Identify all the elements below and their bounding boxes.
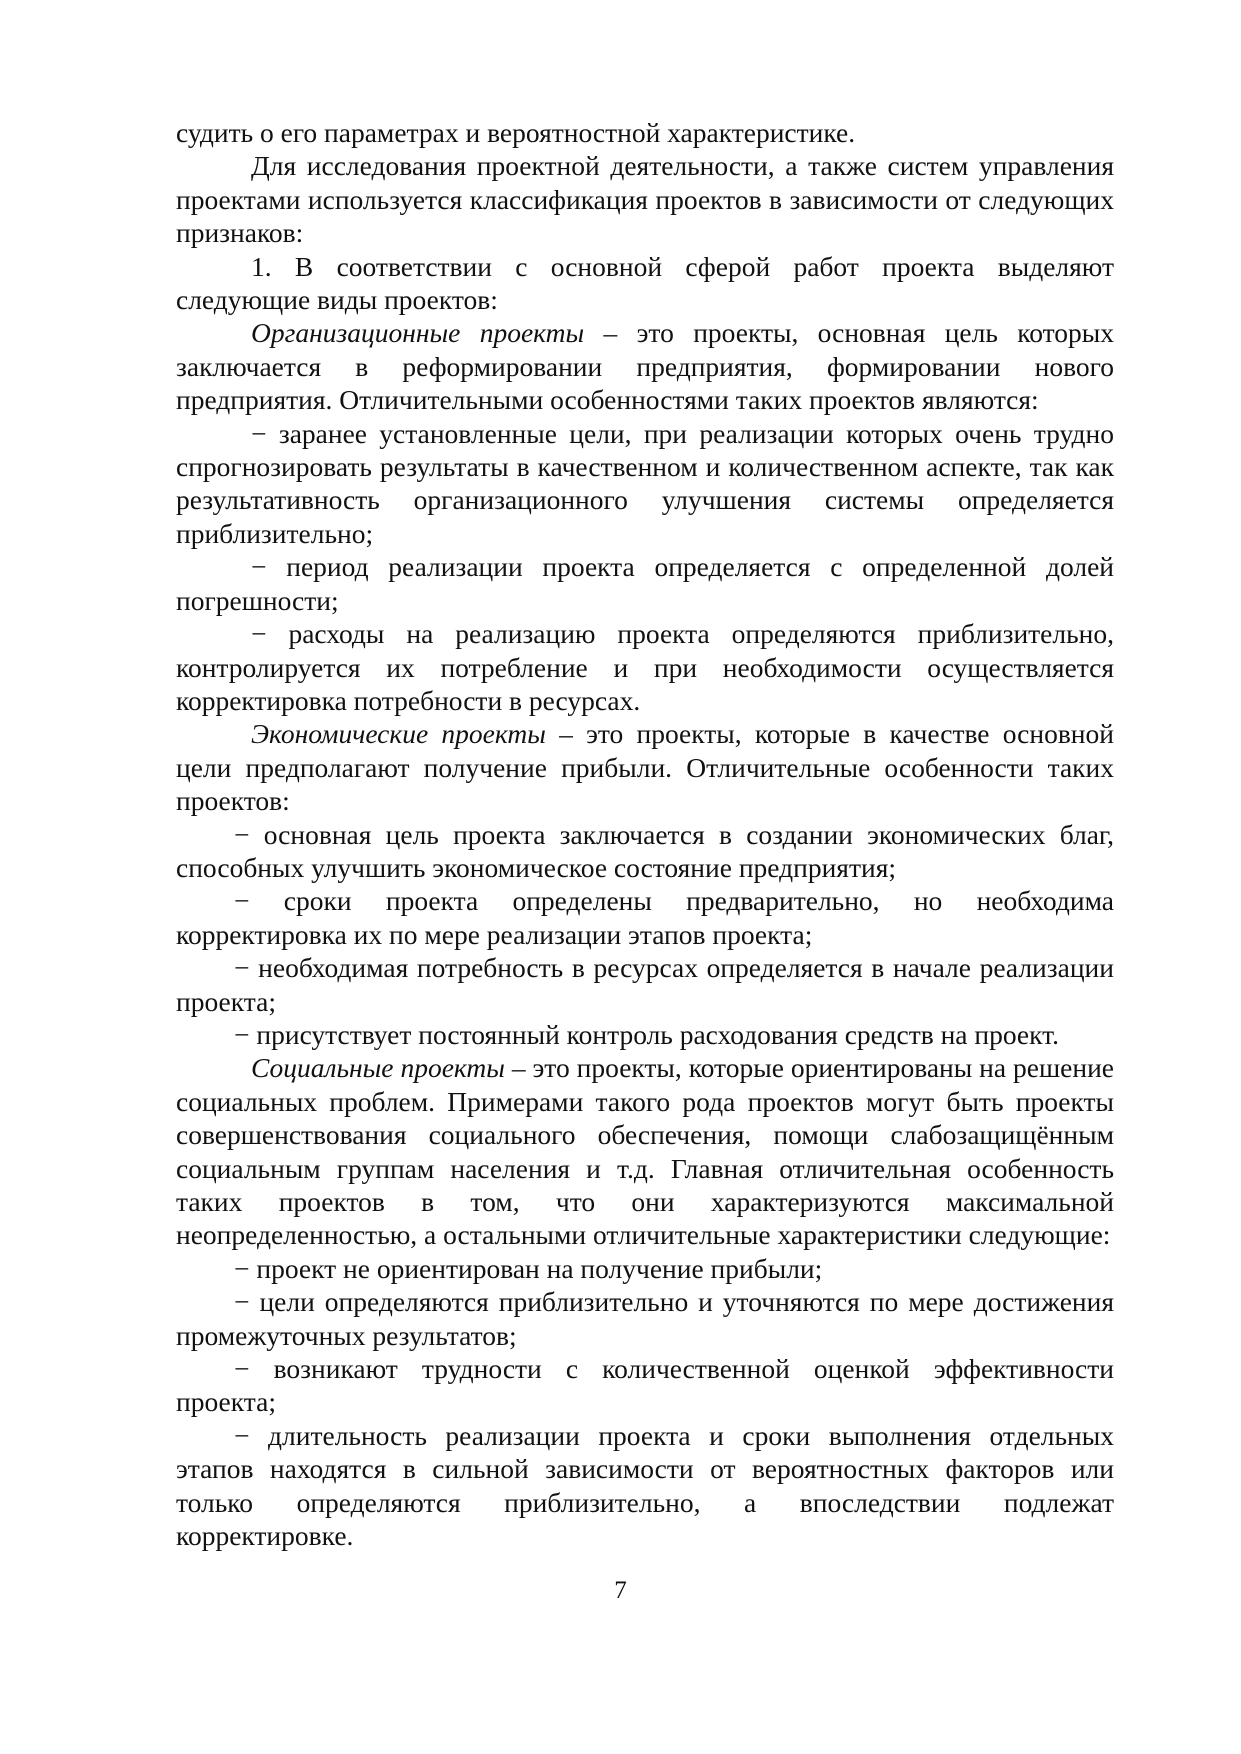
list-item-social-1: − проект не ориентирован на получение прибыли; xyxy=(234,1252,823,1284)
list-item-social-4: − длительность реализации проекта и сроки выполнения отдельных этапов находятся в сильной зависимости от вероятностных факторов или только определяются приблизительно, а впоследствии подлежат корректировке. xyxy=(176,1419,1114,1552)
list-item-economic-4: − присутствует постоянный контроль расходования средств на проект. xyxy=(234,1018,1059,1050)
list-item-social-2: − цели определяются приблизительно и уточняются по мере достижения промежуточных результатов; xyxy=(176,1286,1114,1351)
page-number: 7 xyxy=(614,1577,627,1604)
term-organizational: Организационные проекты xyxy=(251,317,585,349)
list-item-social-3: − возникают трудности с количественной оценкой эффективности проекта; xyxy=(176,1353,1114,1418)
paragraph-classification-1: 1. В соответствии с основной сферой работ проекта выделяют следующие виды проектов: xyxy=(176,250,1114,316)
paragraph-organizational xyxy=(176,316,1114,416)
body-text xyxy=(176,116,1114,1552)
paragraph-intro: Для исследования проектной деятельности, а также систем управления проектами используется классификация проектов в зависимости от следующих признаков: xyxy=(176,150,1114,249)
list-item-economic-1: − основная цель проекта заключается в создании экономических благ, способных улучшить экономическое состояние предприятия; xyxy=(176,818,1114,883)
list-item-economic-3: − необходимая потребность в ресурсах определяется в начале реализации проекта; xyxy=(176,952,1114,1017)
list-item-organizational-2: − период реализации проекта определяется с определенной долей погрешности; xyxy=(176,551,1114,616)
definition-economic: – это проекты, которые в качестве основной цели предполагают получение прибыли. Отличительные особенности таких проектов: xyxy=(176,718,1114,817)
paragraph-continuation: судить о его параметрах и вероятностной характеристике. xyxy=(176,117,856,148)
paragraph-economic xyxy=(176,717,1114,817)
list-item-economic-2: − сроки проекта определены предварительно, но необходима корректировка их по мере реализации этапов проекта; xyxy=(176,885,1114,950)
definition-social: – это проекты, которые ориентированы на решение социальных проблем. Примерами такого рода проектов могут быть проекты совершенствования социального обеспечения, помощи слабозащищённым социальным группам населения и т.д. Главная отличительная особенность таких проектов в том, что они характеризуются максимальной неопределенностью, а остальными отличительные характеристики следующие: xyxy=(176,1052,1114,1251)
paragraph-social xyxy=(176,1051,1114,1251)
term-economic: Экономические проекты xyxy=(251,718,546,750)
term-social: Социальные проекты xyxy=(251,1052,505,1084)
list-item-organizational-1: − заранее установленные цели, при реализации которых очень трудно спрогнозировать результаты в качественном и количественном аспекте, так как результативность организационного улучшения системы определяется приблизительно; xyxy=(176,417,1114,549)
list-item-organizational-3: − расходы на реализацию проекта определяются приблизительно, контролируется их потребление и при необходимости осуществляется корректировка потребности в ресурсах. xyxy=(176,618,1114,716)
definition-organizational: – это проекты, основная цель которых заключается в реформировании предприятия, формировании нового предприятия. Отличительными особенностями таких проектов являются: xyxy=(176,317,1114,416)
